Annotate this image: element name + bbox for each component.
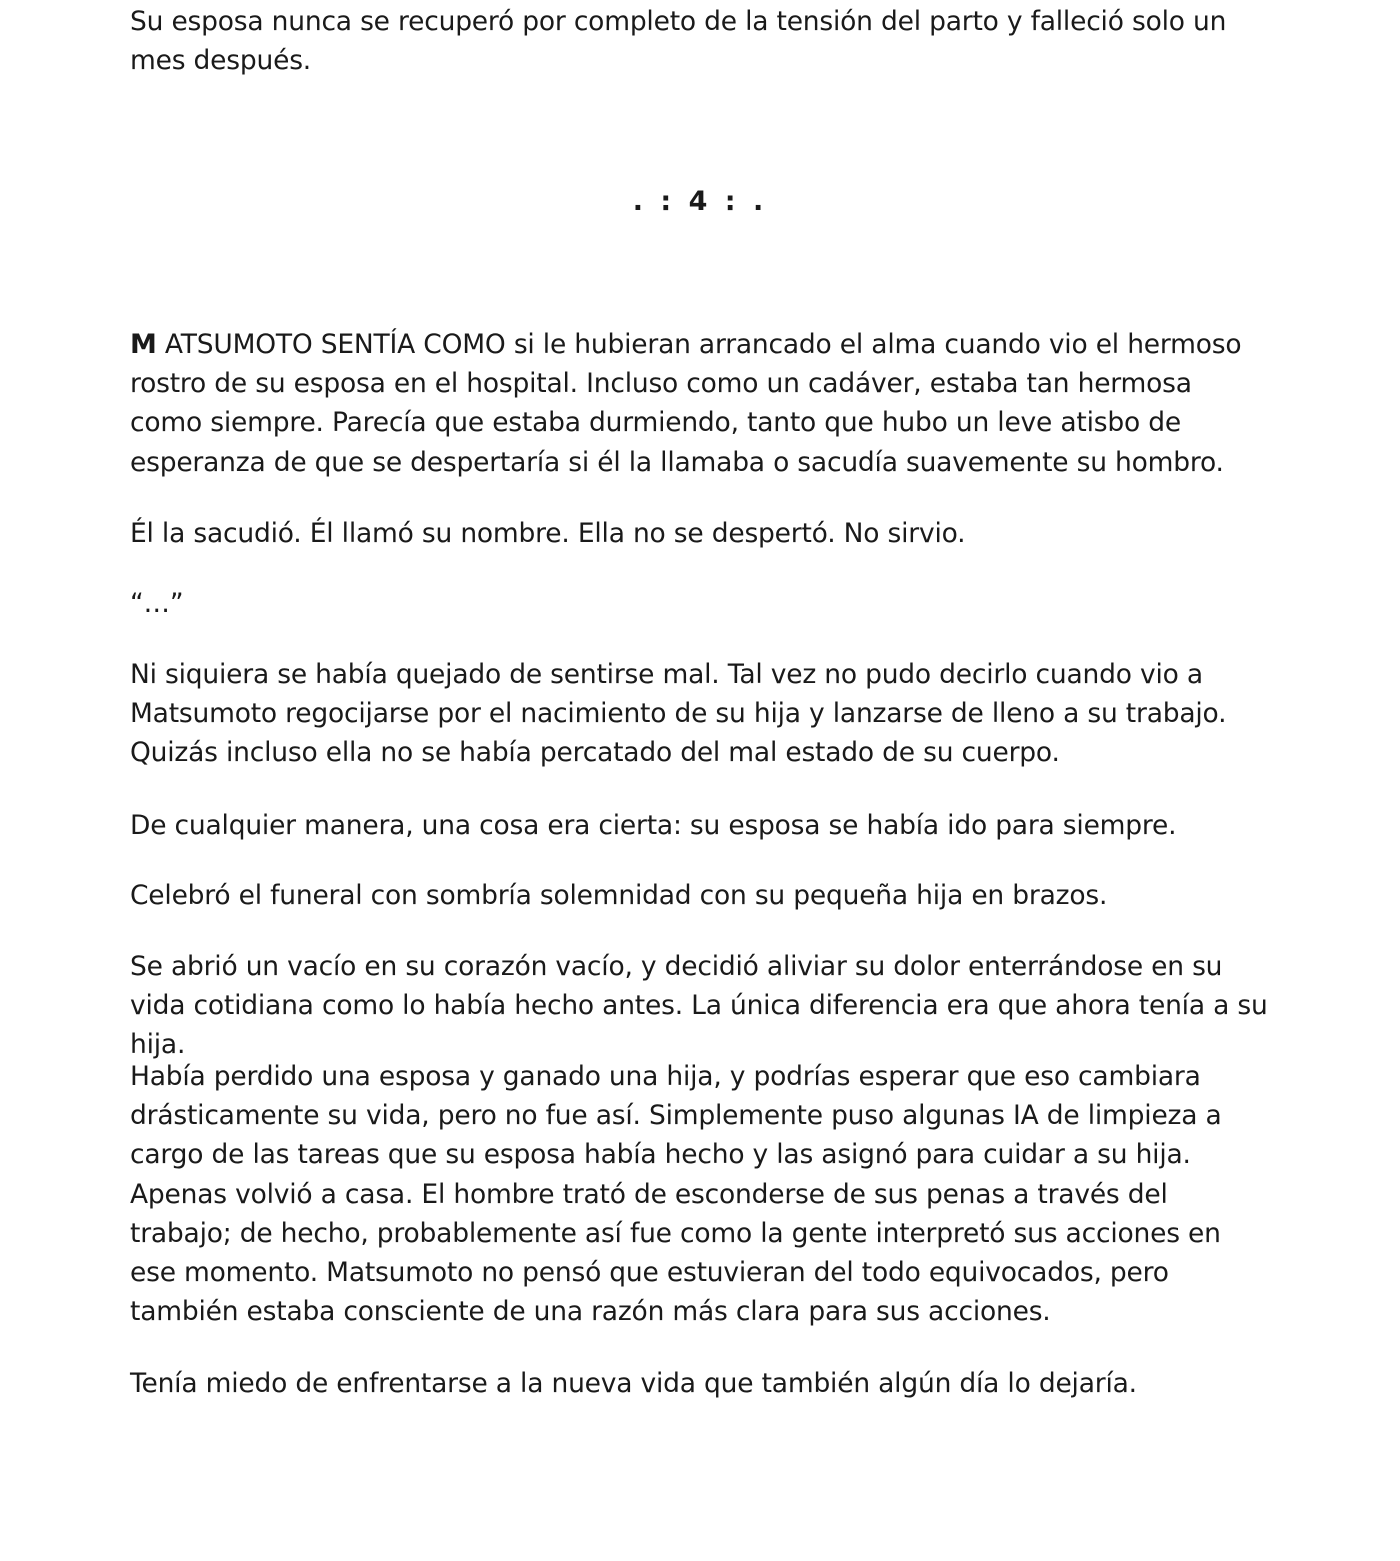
paragraph-8: Se abrió un vacío en su corazón vacío, y decidió aliviar su dolor enterrándose en su vida cotidiana como lo había hecho antes. La única diferencia era que ahora tenía a su hija. bbox=[130, 951, 1268, 1061]
scene-break-heading: . : 4 : . bbox=[632, 186, 768, 217]
paragraph-5: Ni siquiera se había quejado de sentirse mal. Tal vez no pudo decirlo cuando vio a Matsumoto regocijarse por el nacimiento de su hija y lanzarse de lleno a su trabajo. Quizás incluso ella no se había percatado del mal estado de su cuerpo. bbox=[130, 659, 1227, 769]
paragraph-3: Él la sacudió. Él llamó su nombre. Ella no se despertó. No sirvio. bbox=[130, 518, 966, 549]
paragraph-2 bbox=[130, 325, 1270, 482]
paragraph-9: Había perdido una esposa y ganado una hija, y podrías esperar que eso cambiara drásticamente su vida, pero no fue así. Simplemente puso algunas IA de limpieza a cargo de las tareas que su esposa había hecho y las asignó para cuidar a su hija. Apenas volvió a casa. El hombre trató de esconderse de sus penas a través del trabajo; de hecho, probablemente así fue como la gente interpretó sus acciones en ese momento. Matsumoto no pensó que estuvieran del todo equivocados, pero también estaba consciente de una razón más clara para sus acciones. bbox=[130, 1061, 1222, 1328]
paragraph-1: Su esposa nunca se recuperó por completo de la tensión del parto y falleció solo un mes después. bbox=[130, 6, 1227, 77]
drop-cap-letter: M bbox=[130, 329, 157, 360]
paragraph-6: De cualquier manera, una cosa era cierta: su esposa se había ido para siempre. bbox=[130, 810, 1177, 841]
paragraph-7: Celebró el funeral con sombría solemnidad con su pequeña hija en brazos. bbox=[130, 880, 1108, 911]
paragraph-10: Tenía miedo de enfrentarse a la nueva vida que también algún día lo dejaría. bbox=[130, 1368, 1137, 1399]
paragraph-4-ellipsis: “…” bbox=[130, 588, 184, 619]
paragraph-2-text: ATSUMOTO SENTÍA COMO si le hubieran arrancado el alma cuando vio el hermoso rostro de su esposa en el hospital. Incluso como un cadáver, estaba tan hermosa como siempre. Parecía que estaba durmiendo, tanto que hubo un leve atisbo de esperanza de que se despertaría si él la llamaba o sacudía suavemente su hombro. bbox=[130, 329, 1242, 478]
